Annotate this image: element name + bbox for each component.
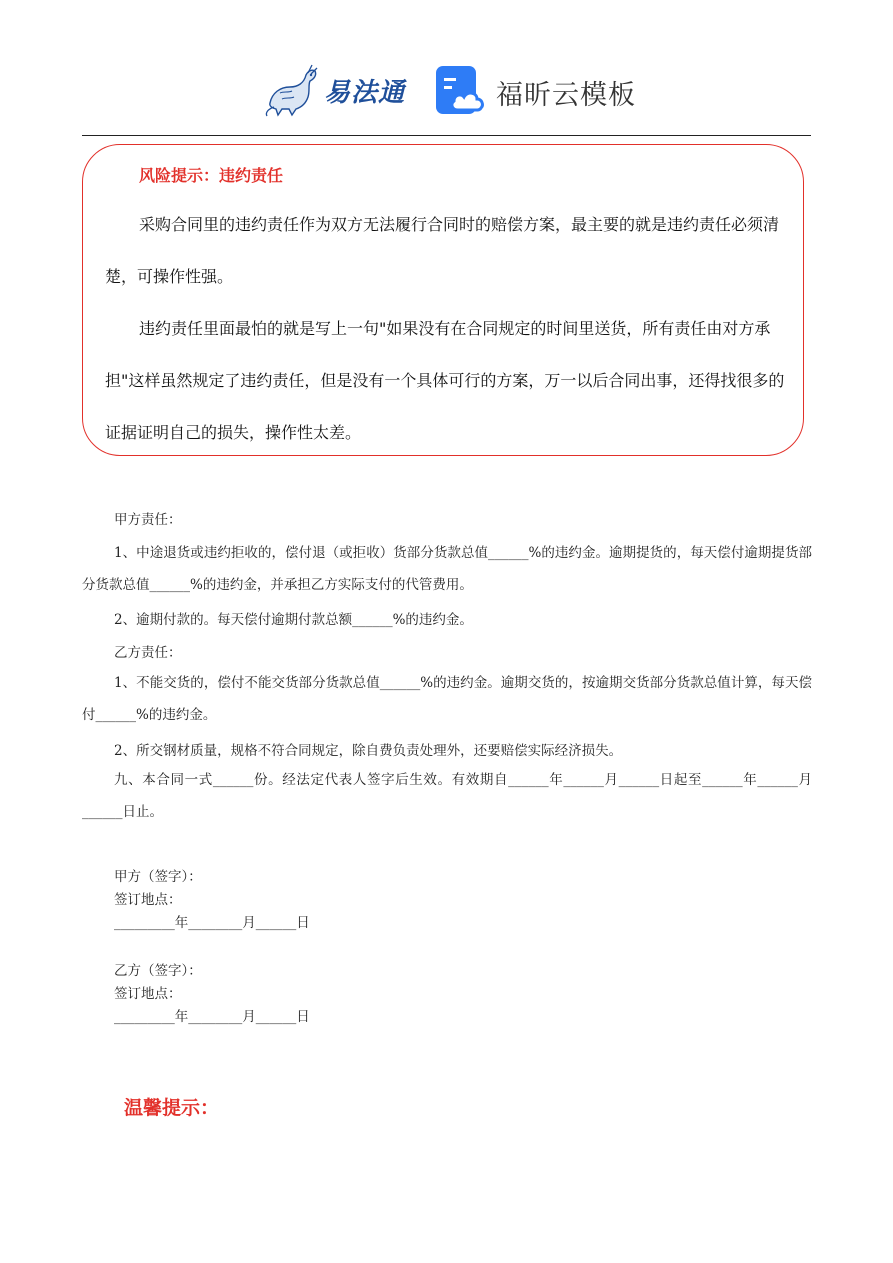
party-a-clause-2: 2、逾期付款的。每天偿付逾期付款总额______%的违约金。 xyxy=(114,612,473,628)
party-b-signature-block xyxy=(114,960,310,1029)
risk-notice-paragraph-1: 采购合同里的违约责任作为双方无法履行合同时的赔偿方案，最主要的就是违约责任必须清楚，可操作性强。 xyxy=(105,215,780,286)
party-b-clause-1: 1、不能交货的，偿付不能交货部分货款总值______%的违约金。逾期交货的，按逾期交货部分货款总值计算，每天偿付______%的违约金。 xyxy=(82,675,812,723)
party-b-sign-label: 乙方（签字）： xyxy=(114,963,202,979)
party-b-clause-2: 2、所交钢材质量，规格不符合同规定，除自费负责处理外，还要赔偿实际经济损失。 xyxy=(114,743,623,759)
party-a-clause-1: 1、中途退货或违约拒收的，偿付退（或拒收）货部分货款总值______%的违约金。逾期提货的，每天偿付逾期提货部分货款总值______%的违约金，并承担乙方实际支付的代管费用。 xyxy=(82,545,812,593)
cloud-document-icon xyxy=(436,66,486,118)
party-a-place-label: 签订地点： xyxy=(114,892,182,908)
foxit-cloud-template-logo xyxy=(436,66,636,118)
yifatong-logo xyxy=(262,62,412,118)
header-divider xyxy=(82,135,811,136)
warm-tip-heading: 温馨提示： xyxy=(124,1097,220,1119)
party-a-date-line: _________年________月______日 xyxy=(114,915,310,931)
risk-notice-title: 风险提示：违约责任 xyxy=(139,166,284,185)
yifatong-logo-text: 易法通 xyxy=(324,77,406,108)
party-a-sign-label: 甲方（签字）： xyxy=(114,869,202,885)
page-header xyxy=(0,0,893,135)
risk-notice-box xyxy=(82,144,804,456)
foxit-logo-text: 福昕云模板 xyxy=(496,79,636,111)
party-b-heading: 乙方责任： xyxy=(114,645,182,661)
risk-notice-paragraph-2: 违约责任里面最怕的就是写上一句"如果没有在合同规定的时间里送货，所有责任由对方承担"这样虽然规定了违约责任，但是没有一个具体可行的方案，万一以后合同出事，还得找很多的证据证明自己的损失，操作性太差。 xyxy=(105,319,785,442)
party-b-place-label: 签订地点： xyxy=(114,986,182,1002)
party-b-date-line: _________年________月______日 xyxy=(114,1009,310,1025)
party-a-heading: 甲方责任： xyxy=(114,512,182,528)
clause-9: 九、本合同一式______份。经法定代表人签字后生效。有效期自______年______月______日起至______年______月______日止。 xyxy=(82,772,812,820)
qilin-icon xyxy=(262,63,320,117)
party-a-signature-block xyxy=(114,866,310,935)
